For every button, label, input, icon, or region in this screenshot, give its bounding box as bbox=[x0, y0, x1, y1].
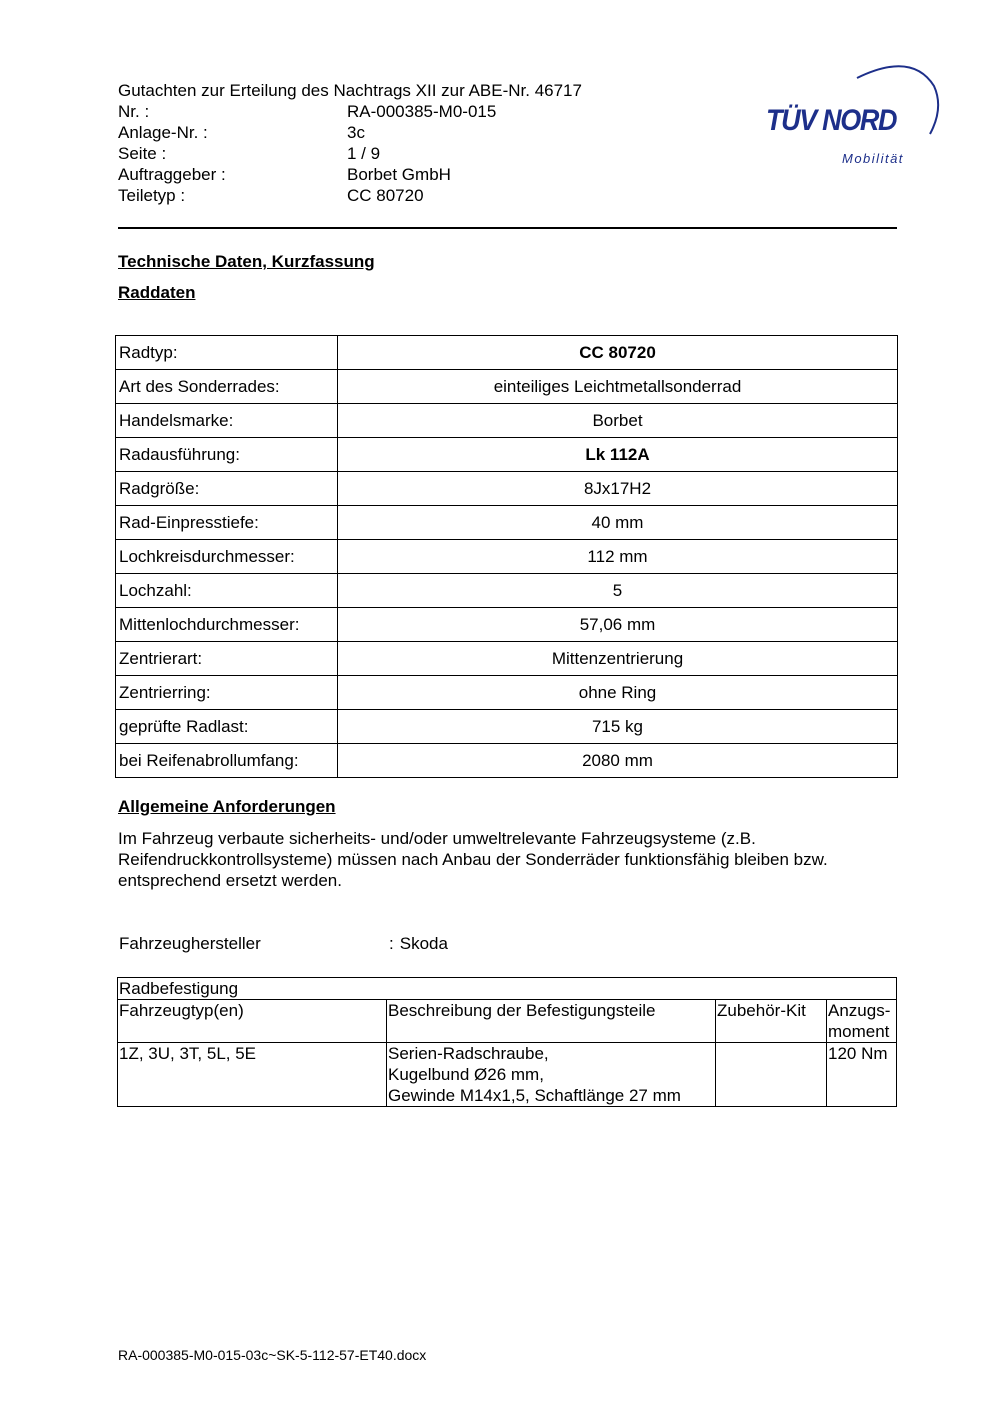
document-title: Gutachten zur Erteilung des Nachtrags XII zur ABE-Nr. 46717 bbox=[118, 81, 582, 100]
cell-description bbox=[387, 1043, 716, 1107]
row-value: Lk 112A bbox=[338, 438, 898, 472]
row-label: Radausführung: bbox=[116, 438, 338, 472]
table-row bbox=[118, 978, 897, 1000]
table-row bbox=[116, 404, 898, 438]
section-heading-wheel: Raddaten bbox=[118, 283, 196, 302]
row-value: 2080 mm bbox=[338, 744, 898, 778]
table-row bbox=[116, 676, 898, 710]
description-line: Gewinde M14x1,5, Schaftlänge 27 mm bbox=[388, 1086, 681, 1105]
column-header-description: Beschreibung der Befestigungsteile bbox=[387, 1000, 716, 1043]
header-divider bbox=[118, 227, 897, 229]
row-label: Handelsmarke: bbox=[116, 404, 338, 438]
row-value: 40 mm bbox=[338, 506, 898, 540]
header-value: Borbet GmbH bbox=[347, 165, 451, 184]
row-label: Zentrierring: bbox=[116, 676, 338, 710]
column-header-kit: Zubehör-Kit bbox=[716, 1000, 827, 1043]
row-label: Lochkreisdurchmesser: bbox=[116, 540, 338, 574]
logo-subtitle: Mobilität bbox=[842, 151, 904, 166]
row-value: ohne Ring bbox=[338, 676, 898, 710]
row-value: 5 bbox=[338, 574, 898, 608]
header-label: Nr. : bbox=[118, 102, 150, 121]
row-label: Radtyp: bbox=[116, 336, 338, 370]
section-heading-general: Allgemeine Anforderungen bbox=[118, 797, 336, 816]
row-label: Art des Sonderrades: bbox=[116, 370, 338, 404]
table-row bbox=[116, 370, 898, 404]
table-header-row bbox=[118, 1000, 897, 1043]
header-line: Anzugs- bbox=[828, 1001, 891, 1020]
cell-kit bbox=[716, 1043, 827, 1107]
tuv-nord-logo bbox=[762, 56, 942, 176]
header-value: 1 / 9 bbox=[347, 144, 381, 163]
paragraph-line: Im Fahrzeug verbaute sicherheits- und/oder umweltrelevante Fahrzeugsysteme (z.B. bbox=[118, 829, 756, 848]
table-row bbox=[116, 642, 898, 676]
logo-brand: TÜV NORD bbox=[766, 104, 897, 137]
row-value: 8Jx17H2 bbox=[338, 472, 898, 506]
cell-torque: 120 Nm bbox=[827, 1043, 897, 1107]
header-value: 3c bbox=[347, 123, 365, 142]
row-label: bei Reifenabrollumfang: bbox=[116, 744, 338, 778]
section-heading-technical: Technische Daten, Kurzfassung bbox=[118, 252, 375, 271]
manufacturer-label: Fahrzeughersteller bbox=[119, 934, 261, 953]
footer-filename: RA-000385-M0-015-03c~SK-5-112-57-ET40.docx bbox=[118, 1347, 427, 1363]
header-value: CC 80720 bbox=[347, 186, 424, 205]
table-row bbox=[116, 336, 898, 370]
table-row bbox=[116, 472, 898, 506]
header-line: moment bbox=[828, 1022, 890, 1041]
header-field-seite bbox=[118, 143, 582, 164]
row-value: 715 kg bbox=[338, 710, 898, 744]
manufacturer-line bbox=[119, 934, 448, 954]
row-label: Mittenlochdurchmesser: bbox=[116, 608, 338, 642]
header-field-auftraggeber bbox=[118, 164, 582, 185]
table-row bbox=[116, 608, 898, 642]
paragraph-line: entsprechend ersetzt werden. bbox=[118, 871, 342, 890]
row-value: CC 80720 bbox=[338, 336, 898, 370]
header-field-nr bbox=[118, 101, 582, 122]
wheel-data-table bbox=[115, 335, 898, 778]
manufacturer-value: Skoda bbox=[399, 934, 448, 953]
cell-vehicle-types: 1Z, 3U, 3T, 5L, 5E bbox=[118, 1043, 387, 1107]
header-value: RA-000385-M0-015 bbox=[347, 102, 497, 121]
row-value: einteiliges Leichtmetallsonderrad bbox=[338, 370, 898, 404]
header-label: Auftraggeber : bbox=[118, 165, 226, 184]
row-value: 112 mm bbox=[338, 540, 898, 574]
general-requirements-text bbox=[118, 828, 908, 891]
header-field-anlage bbox=[118, 122, 582, 143]
table-row bbox=[116, 506, 898, 540]
row-label: Radgröße: bbox=[116, 472, 338, 506]
table-row bbox=[116, 438, 898, 472]
header-label: Teiletyp : bbox=[118, 186, 186, 205]
header-field-teiletyp bbox=[118, 185, 582, 206]
description-line: Serien-Radschraube, bbox=[388, 1044, 549, 1063]
row-value: 57,06 mm bbox=[338, 608, 898, 642]
table-row bbox=[116, 744, 898, 778]
row-label: geprüfte Radlast: bbox=[116, 710, 338, 744]
row-label: Rad-Einpresstiefe: bbox=[116, 506, 338, 540]
manufacturer-separator: : bbox=[389, 934, 394, 953]
header-label: Anlage-Nr. : bbox=[118, 123, 208, 142]
column-header-torque bbox=[827, 1000, 897, 1043]
table-row bbox=[116, 540, 898, 574]
row-label: Zentrierart: bbox=[116, 642, 338, 676]
header-label: Seite : bbox=[118, 144, 167, 163]
mounting-table bbox=[117, 977, 897, 1107]
description-line: Kugelbund Ø26 mm, bbox=[388, 1065, 544, 1084]
table-row bbox=[118, 1043, 897, 1107]
row-label: Lochzahl: bbox=[116, 574, 338, 608]
table-row bbox=[116, 574, 898, 608]
column-header-types: Fahrzeugtyp(en) bbox=[118, 1000, 387, 1043]
mounting-title: Radbefestigung bbox=[118, 978, 897, 1000]
document-header bbox=[118, 80, 582, 206]
row-value: Borbet bbox=[338, 404, 898, 438]
paragraph-line: Reifendruckkontrollsysteme) müssen nach Anbau der Sonderräder funktionsfähig bleiben bzw. bbox=[118, 850, 828, 869]
table-row bbox=[116, 710, 898, 744]
row-value: Mittenzentrierung bbox=[338, 642, 898, 676]
